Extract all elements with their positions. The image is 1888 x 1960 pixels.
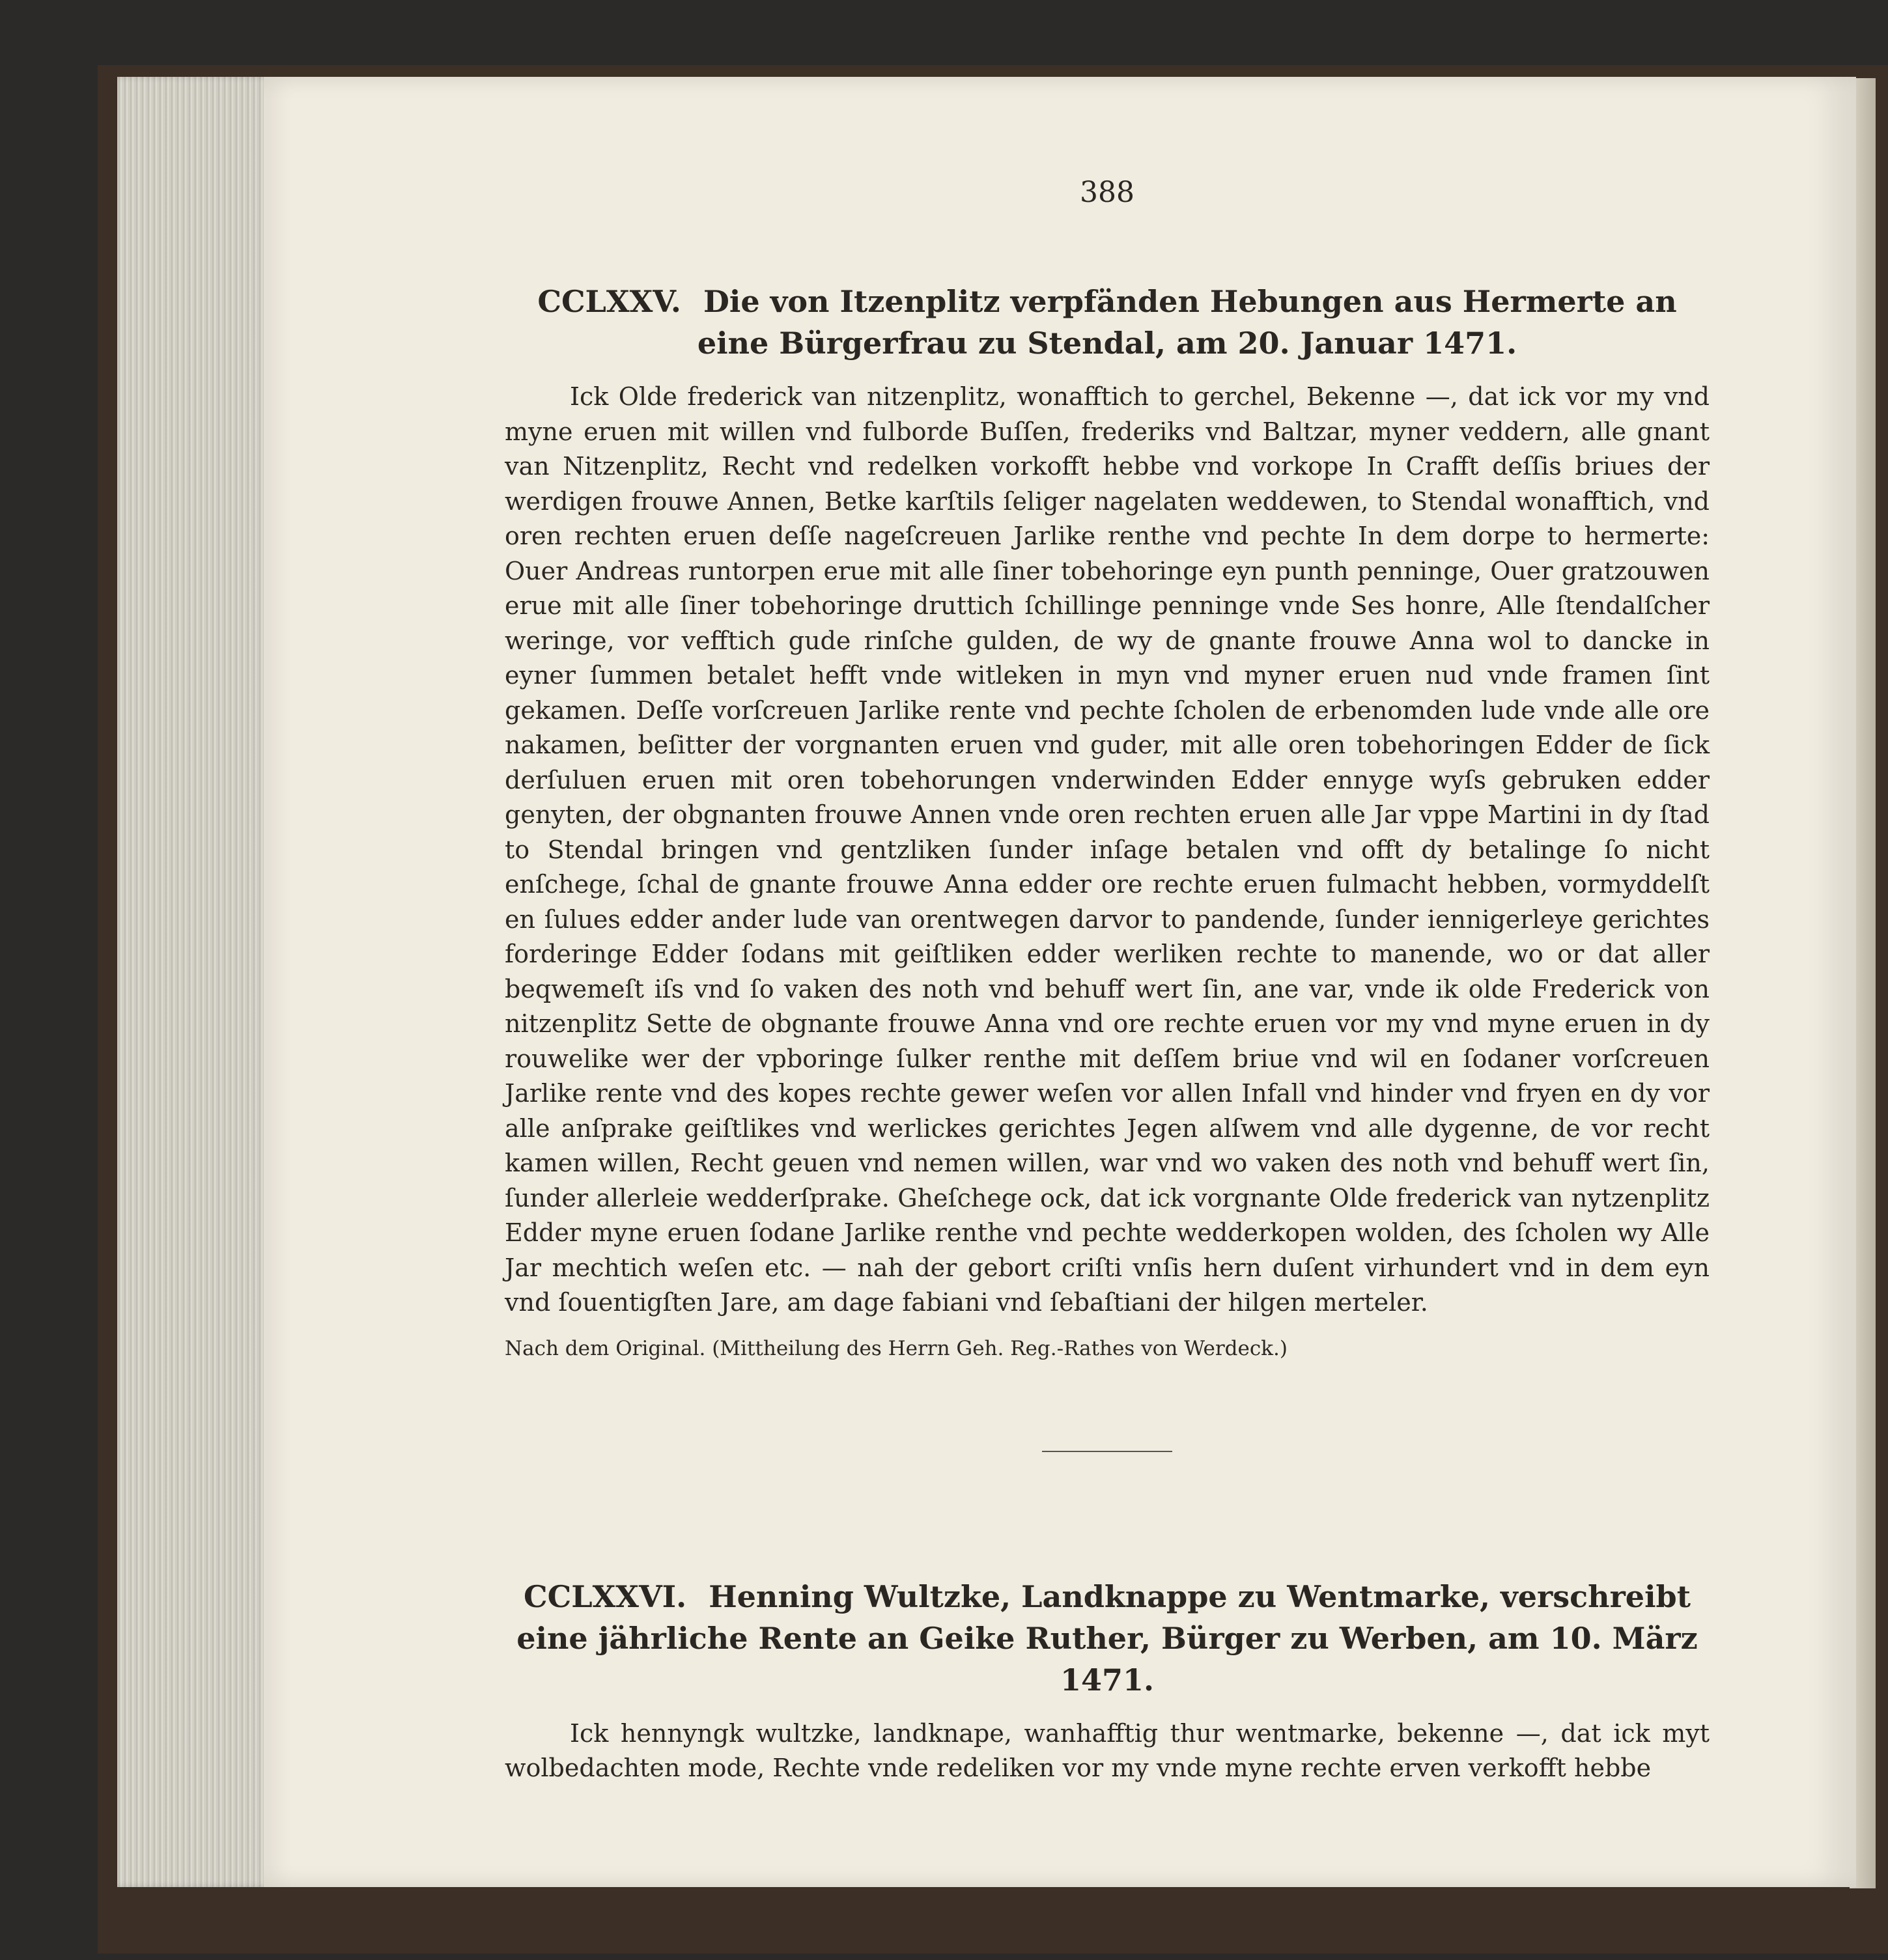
document-body: Ick Olde frederick van nitzenplitz, wonafftich to gerchel, Bekenne —, dat ick vor my vnd myne eruen mit willen vnd fulborde Buſſen, frederiks vnd Baltzar, myner veddern, alle gnant van Nitzenplitz, Recht vnd redelken vorkofft hebbe vnd vorkope In Crafft deſſis briues der werdigen frouwe Annen, Betke karſtils ſeliger nagelaten weddewen, to Stendal wonafftich, vnd oren rechten eruen deſſe nageſcreuen Jarlike renthe vnd pechte In dem dorpe to hermerte: Ouer Andreas runtorpen erue mit alle ſiner tobehoringe eyn punth penninge, Ouer gratzouwen erue mit alle ſiner tobehoringe druttich ſchillinge penninge vnde Ses honre, Alle ſtendalſcher weringe, vor vefftich gude rinſche gulden, de wy de gnante frouwe Anna wol to dancke in eyner ſummen betalet hefft vnde witleken in myn vnd myner eruen nud vnde framen ſint gekamen. Deſſe vorſcreuen Jarlike rente vnd pechte ſcholen de erbenomden lude vnde alle ore nakamen, beſitter der vorgnanten eruen vnd guder, mit alle oren tobehoringen Edder de ſick derſuluen eruen mit oren tobehorungen vnderwinden Edder ennyge wyſs gebruken edder genyten, der obgnanten frouwe Annen vnde oren rechten eruen alle Jar vppe Martini in dy ſtad to Stendal bringen vnd gentzliken ſunder inſage betalen vnd offt dy betalinge ſo nicht enſchege, ſchal de gnante frouwe Anna edder ore rechte eruen fulmacht hebben, vormyddelſt en ſulues edder ander lude van orentwegen darvor to pandende, ſunder iennigerleye gerichtes forderinge Edder ſodans mit geiſtliken edder werliken rechte to manende, wo or dat aller beqwemeſt iſs vnd ſo vaken des noth vnd behuff wert ſin, ane var, vnde ik olde Frederick von nitzenplitz Sette de obgnante frouwe Anna vnd ore rechte eruen vor my vnd myne eruen in dy rouwelike wer der vpboringe ſulker renthe mit deſſem briue vnd wil en ſodaner vorſcreuen Jarlike rente vnd des kopes rechte gewer weſen vor allen Infall vnd hinder vnd fryen en dy vor alle anſprake geiſtlikes vnd werlickes gerichtes Jegen alſwem vnd alle dygenne, de vor recht kamen willen, Recht geuen vnd nemen willen, war vnd wo vaken des noth vnd behuff wert ſin, ſunder allerleie wedderſprake. Gheſchege ock, dat ick vorgnante Olde frederick van nytzenplitz Edder myne eruen ſodane Jarlike renthe vnd pechte wedderkopen wolden, des ſcholen wy Alle Jar mechtich weſen etc. — nah der gebort criſti vnſis hern duſent virhundert vnd in dem eyn vnd ſouentigſten Jare, am dage fabiani vnd ſebaſtiani der hilgen merteler. [505, 382, 1710, 1317]
page-number: 388 [1080, 176, 1134, 209]
document-heading: Die von Itzenplitz verpfänden Hebungen aus Hermerte an eine Bürgerfrau zu Stendal, am 20. Januar 1471. [697, 284, 1677, 361]
page-content [505, 176, 1710, 1786]
page-stack-edge [117, 77, 274, 1887]
document-numeral: CCLXXVI. [524, 1578, 687, 1614]
document-cclxxvi [505, 1576, 1710, 1786]
document-cclxxv [505, 281, 1710, 1365]
document-source: Nach dem Original. (Mittheilung des Herrn Geh. Reg.-Rathes von Werdeck.) [505, 1336, 1288, 1360]
document-heading: Henning Wultzke, Landknappe zu Wentmarke, verschreibt eine jährliche Rente an Geike Ruther, Bürger zu Werben, am 10. März 1471. [516, 1578, 1698, 1698]
document-body: Ick hennyngk wultzke, landknape, wanhafftig thur wentmarke, bekenne —, dat ick myt wolbedachten mode, Rechte vnde redeliken vor my vnde myne rechte erven verkofft hebbe [505, 1718, 1710, 1782]
section-divider [1042, 1451, 1172, 1452]
document-title [505, 281, 1710, 364]
document-numeral: CCLXXV. [537, 284, 681, 319]
document-title [505, 1576, 1710, 1701]
